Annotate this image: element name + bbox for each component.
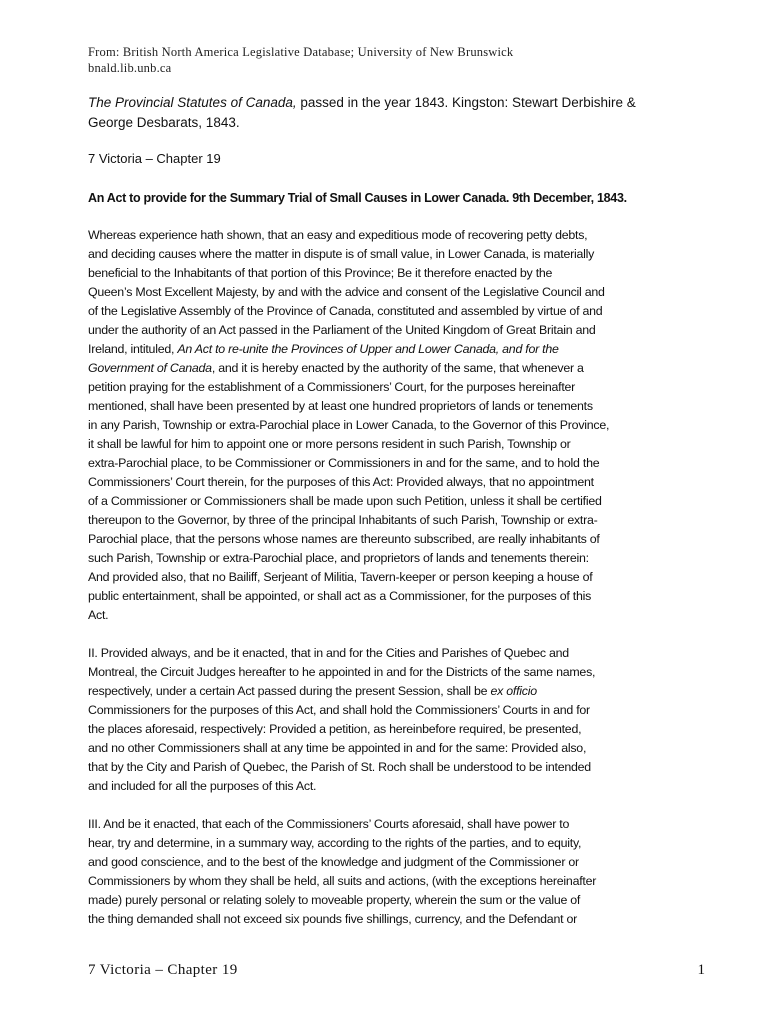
text-line: and deciding causes where the matter in dispute is of small value, in Lower Canada, is materially [88,247,595,261]
text-line: Commissioners by whom they shall be held, all suits and actions, (with the exceptions hereinafter [88,874,597,888]
citation [88,93,688,132]
text-segment: , and it is hereby enacted by the authority of the same, that whenever a [211,361,584,375]
footer-chapter: 7 Victoria – Chapter 19 [88,962,238,978]
text-line: and no other Commissioners shall at any time be appointed in and for the same: Provided also, [88,741,587,755]
text-line: the thing demanded shall not exceed six pounds five shillings, currency, and the Defendant or [88,912,577,926]
text-segment: Ireland, intituled, [88,342,178,356]
text-segment: respectively, under a certain Act passed during the present Session, shall be [88,684,491,698]
act-name-italic: An Act to re-unite the Provinces of Upper and Lower Canada, and for the [177,342,559,356]
text-line: Montreal, the Circuit Judges hereafter to he appointed in and for the Districts of the same names, [88,665,596,679]
source-url: bnald.lib.unb.ca [88,61,172,75]
text-line: it shall be lawful for him to appoint one or more persons resident in such Parish, Township or [88,437,571,451]
text-line: in any Parish, Township or extra-Parochial place in Lower Canada, to the Governor of this Province, [88,418,610,432]
text-line: Commissioners for the purposes of this Act, and shall hold the Commissioners’ Courts in and for [88,703,590,717]
text-line: II. Provided always, and be it enacted, that in and for the Cities and Parishes of Quebec and [88,646,569,660]
text-line: and good conscience, and to the best of the knowledge and judgment of the Commissioner or [88,855,579,869]
text-line: Act. [88,608,109,622]
source-line: From: British North America Legislative Database; University of New Brunswick [88,45,514,59]
text-line: petition praying for the establishment of a Commissioners’ Court, for the purposes hereinafter [88,380,576,394]
text-line: public entertainment, shall be appointed, or shall act as a Commissioner, for the purposes of this [88,589,592,603]
citation-title: The Provincial Statutes of Canada, [88,95,297,110]
text-line: mentioned, shall have been presented by at least one hundred proprietors of lands or tenements [88,399,593,413]
text-line: such Parish, Township or extra-Parochial place, and proprietors of lands and tenements therein: [88,551,589,565]
text-line: hear, try and determine, in a summary way, according to the rights of the parties, and to equity, [88,836,582,850]
text-line: of the Legislative Assembly of the Province of Canada, constituted and assembled by virtue of and [88,304,603,318]
text-line: Queen’s Most Excellent Majesty, by and with the advice and consent of the Legislative Council and [88,285,605,299]
text-line: extra-Parochial place, to be Commissioner or Commissioners in and for the same, and to hold the [88,456,600,470]
text-line: that by the City and Parish of Quebec, the Parish of St. Roch shall be understood to be intended [88,760,591,774]
text-line [88,340,559,358]
citation-publisher-cont: George Desbarats, 1843. [88,114,240,130]
text-line: thereupon to the Governor, by three of the principal Inhabitants of such Parish, Township or extra- [88,513,598,527]
act-title: An Act to provide for the Summary Trial of Small Causes in Lower Canada. 9th December, 1843. [88,191,627,205]
text-line: III. And be it enacted, that each of the Commissioners’ Courts aforesaid, shall have power to [88,817,570,831]
text-line: the places aforesaid, respectively: Provided a petition, as hereinbefore required, be presented, [88,722,582,736]
text-line: and included for all the purposes of this Act. [88,779,317,793]
chapter-heading: 7 Victoria – Chapter 19 [88,151,221,166]
citation-publisher: passed in the year 1843. Kingston: Stewart Derbishire & [296,95,636,110]
text-line: Parochial place, that the persons whose names are thereunto subscribed, are really inhabitants of [88,532,600,546]
text-line [88,359,584,377]
text-line: Whereas experience hath shown, that an easy and expeditious mode of recovering petty debts, [88,228,588,242]
text-line [88,682,537,700]
page-number: 1 [697,962,705,978]
source-attribution [88,44,513,76]
text-line: under the authority of an Act passed in the Parliament of the United Kingdom of Great Britain and [88,323,596,337]
ex-officio-italic: ex officio [490,684,537,698]
text-line: beneficial to the Inhabitants of that portion of this Province; Be it therefore enacted by the [88,266,553,280]
text-line: And provided also, that no Bailiff, Serjeant of Militia, Tavern-keeper or person keeping a house of [88,570,593,584]
act-name-italic: Government of Canada [88,361,212,375]
text-line: Commissioners’ Court therein, for the purposes of this Act: Provided always, that no appointment [88,475,594,489]
text-line: made) purely personal or relating solely to moveable property, wherein the sum or the value of [88,893,581,907]
text-line: of a Commissioner or Commissioners shall be made upon such Petition, unless it shall be certified [88,494,602,508]
